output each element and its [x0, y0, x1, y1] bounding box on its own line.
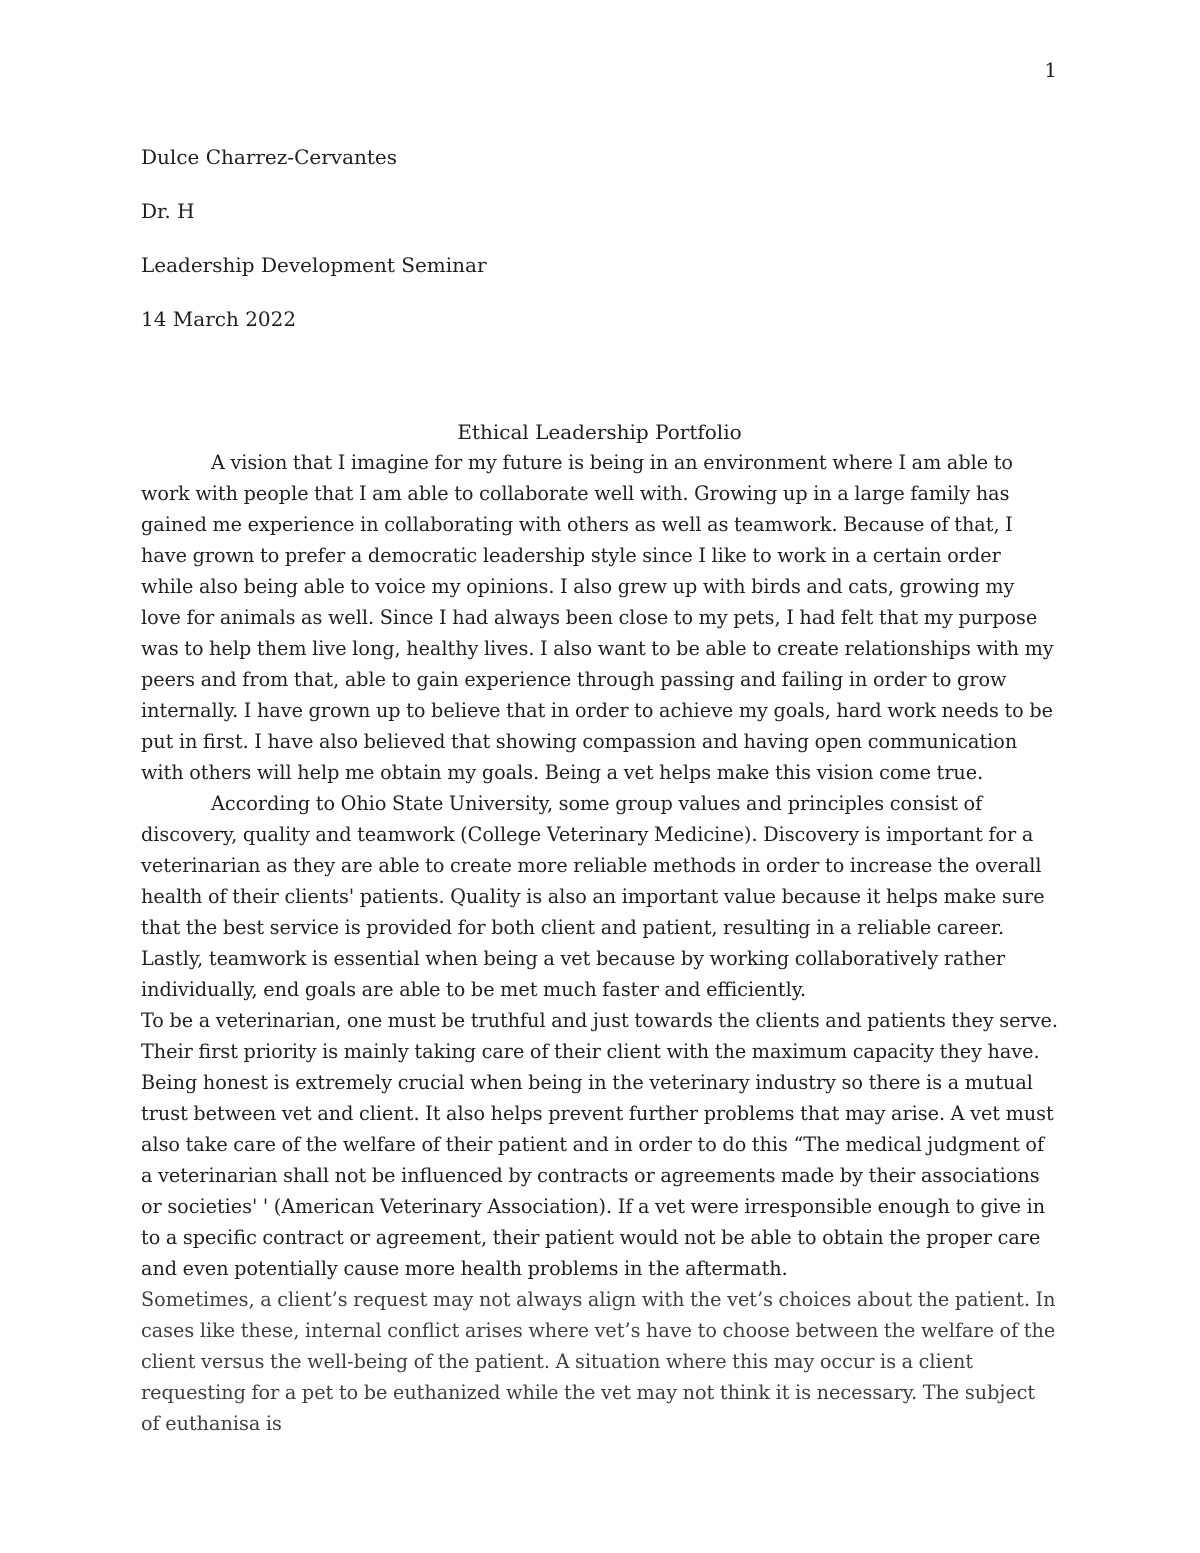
paragraph-values: According to Ohio State University, some group values and principles consist of discovery, quality and teamwork (College Veterinary Medicine). Discovery is important for a veterinarian as they are able to create more reliable methods in order to increase the overall health of their clients' patients. Quality is also an important value because it helps make sure that the best service is provided for both client and patient, resulting in a reliable career. Lastly, teamwork is essential when being a vet because by working collaboratively rather individually, end goals are able to be met much faster and efficiently.	[141, 792, 1045, 1001]
document-title: Ethical Leadership Portfolio	[457, 420, 742, 444]
paragraph-vision: A vision that I imagine for my future is being in an environment where I am able to work with people that I am able to collaborate well with. Growing up in a large family has gained me experience in collaborating with others as well as teamwork. Because of that, I have grown to prefer a democratic leadership style since I like to work in a certain order while also being able to voice my opinions. I also grew up with birds and cats, growing my love for animals as well. Since I had always been close to my pets, I had felt that my purpose was to help them live long, healthy lives. I also want to be able to create relationships with my peers and from that, able to gain experience through passing and failing in order to grow internally. I have grown up to believe that in order to achieve my goals, hard work needs to be put in first. I have also believed that showing compassion and having open communication with others will help me obtain my goals. Being a vet helps make this vision come true.	[141, 451, 1054, 784]
document-body	[141, 447, 1058, 1439]
mla-header	[141, 145, 1058, 361]
document-date: 14 March 2022	[141, 307, 297, 331]
instructor-name: Dr. H	[141, 199, 195, 223]
paragraph-ethics: To be a veterinarian, one must be truthful and just towards the clients and patients they serve. Their first priority is mainly taking care of their client with the maximum capacity they have. Being honest is extremely crucial when being in the veterinary industry so there is a mutual trust between vet and client. It also helps prevent further problems that may arise. A vet must also take care of the welfare of their patient and in order to do this “The medical judgment of a veterinarian shall not be influenced by contracts or agreements made by their associations or societies' ' (American Veterinary Association). If a vet were irresponsible enough to give in to a specific contract or agreement, their patient would not be able to obtain the proper care and even potentially cause more health problems in the aftermath.	[141, 1009, 1058, 1280]
page-number: 1	[1044, 58, 1057, 82]
course-name: Leadership Development Seminar	[141, 253, 487, 277]
author-name: Dulce Charrez-Cervantes	[141, 145, 398, 169]
paragraph-conflict: Sometimes, a client’s request may not always align with the vet’s choices about the patient. In cases like these, internal conflict arises where vet’s have to choose between the welfare of the client versus the well-being of the patient. A situation where this may occur is a client requesting for a pet to be euthanized while the vet may not think it is necessary. The subject of euthanisa is	[141, 1288, 1056, 1435]
